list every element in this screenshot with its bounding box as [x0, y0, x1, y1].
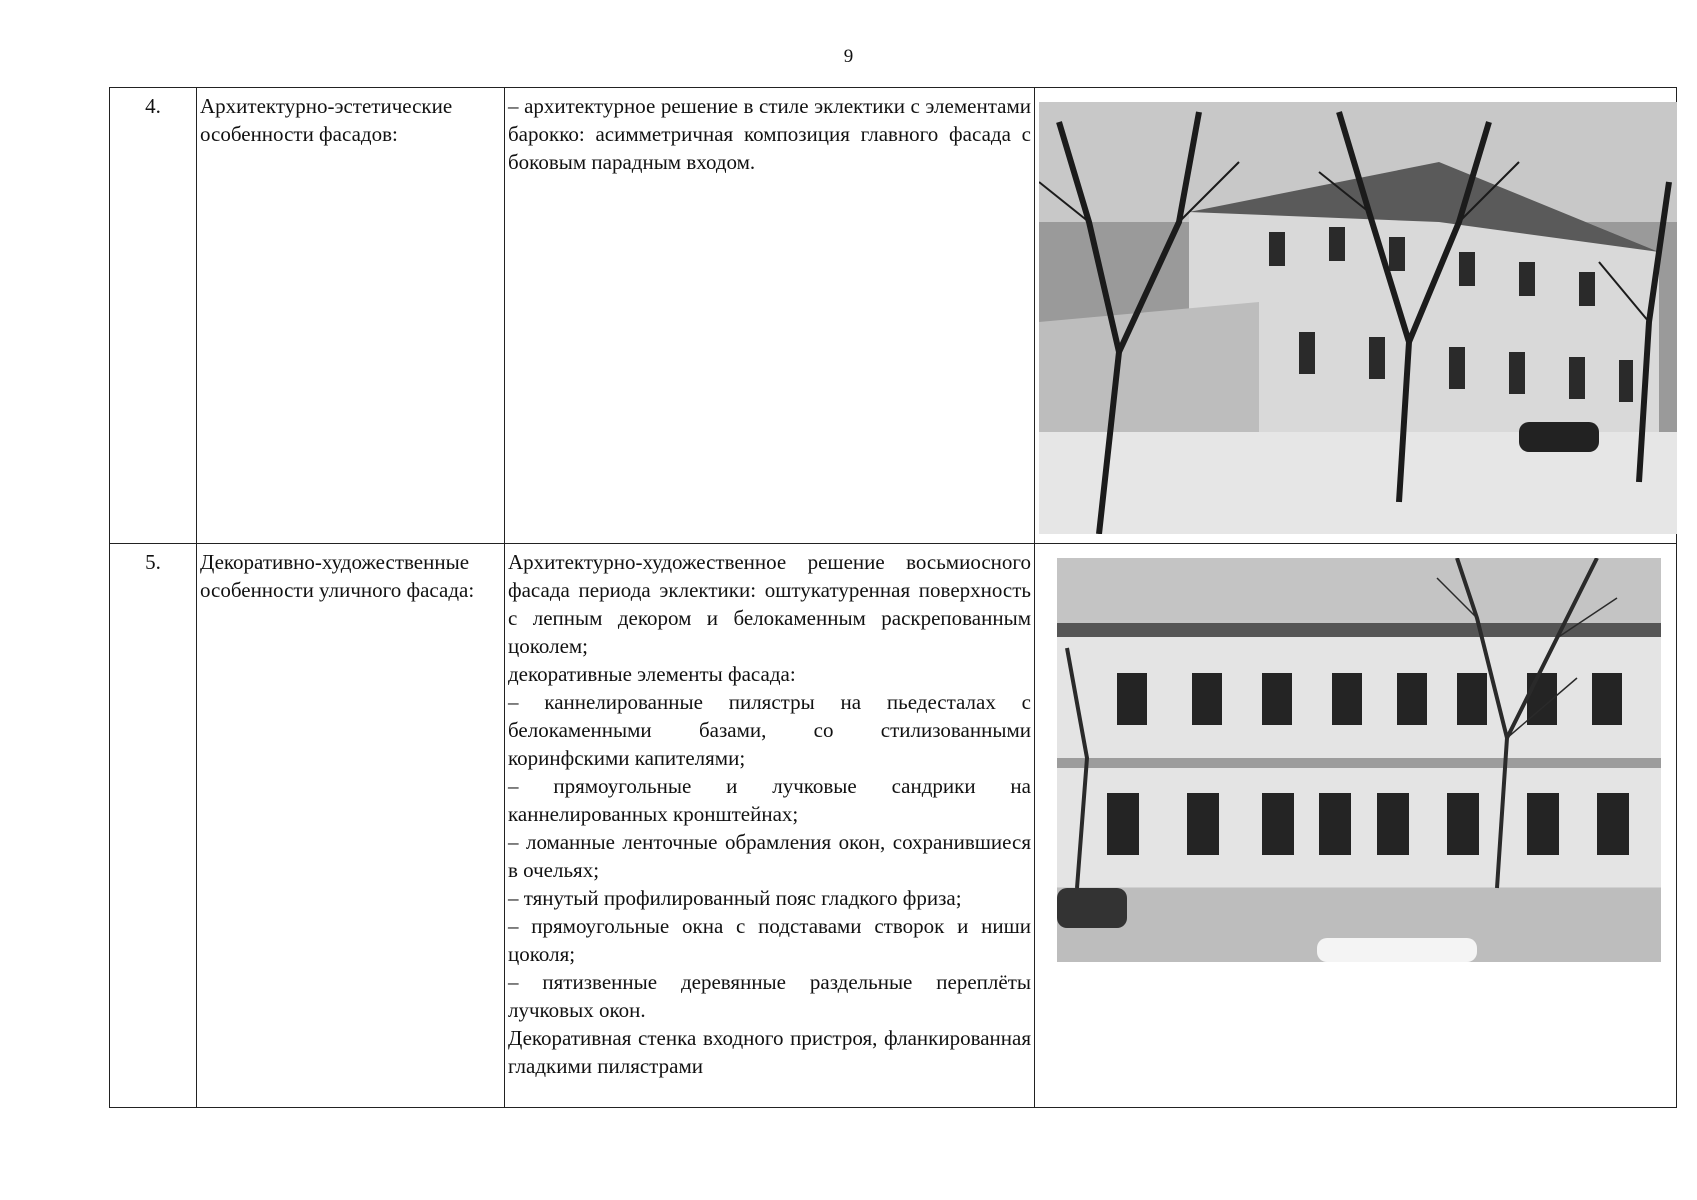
description-paragraph: – архитектурное решение в стиле эклектики с элементами барокко: асимметричная композиция главного фасада с боковым парадным входом. — [508, 94, 1031, 174]
protected-features-table — [109, 87, 1677, 1108]
description-item: – каннелированные пилястры на пьедесталах с белокаменными базами, со стилизованными коринфскими капителями; — [508, 690, 1031, 770]
description-paragraph: Архитектурно-художественное решение восьмиосного фасада периода эклектики: оштукатуренная поверхность с лепным декором и белокаменным раскрепованным цоколем; — [508, 550, 1031, 658]
page-number: 9 — [843, 46, 854, 67]
description-paragraph: декоративные элементы фасада: — [508, 662, 796, 686]
street-facade-photo — [1057, 558, 1661, 962]
description-item: – прямоугольные и лучковые сандрики на каннелированных кронштейнах; — [508, 774, 1031, 826]
feature-name: Декоративно-художественные особенности уличного фасада: — [197, 544, 505, 1108]
table-row — [110, 88, 1677, 544]
description-item: – ломанные ленточные обрамления окон, сохранившиеся в очельях; — [508, 830, 1031, 882]
description-item: – прямоугольные окна с подставами створок и ниши цоколя; — [508, 914, 1031, 966]
photo-cell — [1035, 544, 1677, 1108]
feature-name: Архитектурно-эстетические особенности фасадов: — [197, 88, 505, 544]
row-number: 5. — [110, 544, 197, 1108]
photo-cell — [1035, 88, 1677, 544]
description-paragraph: Декоративная стенка входного пристроя, фланкированная гладкими пилястрами — [508, 1026, 1031, 1078]
table-row — [110, 544, 1677, 1108]
description-item: – тянутый профилированный пояс гладкого фриза; — [508, 886, 962, 910]
feature-description — [505, 544, 1035, 1108]
row-number: 4. — [110, 88, 197, 544]
building-corner-photo — [1039, 102, 1677, 534]
feature-description — [505, 88, 1035, 544]
description-item: – пятизвенные деревянные раздельные переплёты лучковых окон. — [508, 970, 1031, 1022]
